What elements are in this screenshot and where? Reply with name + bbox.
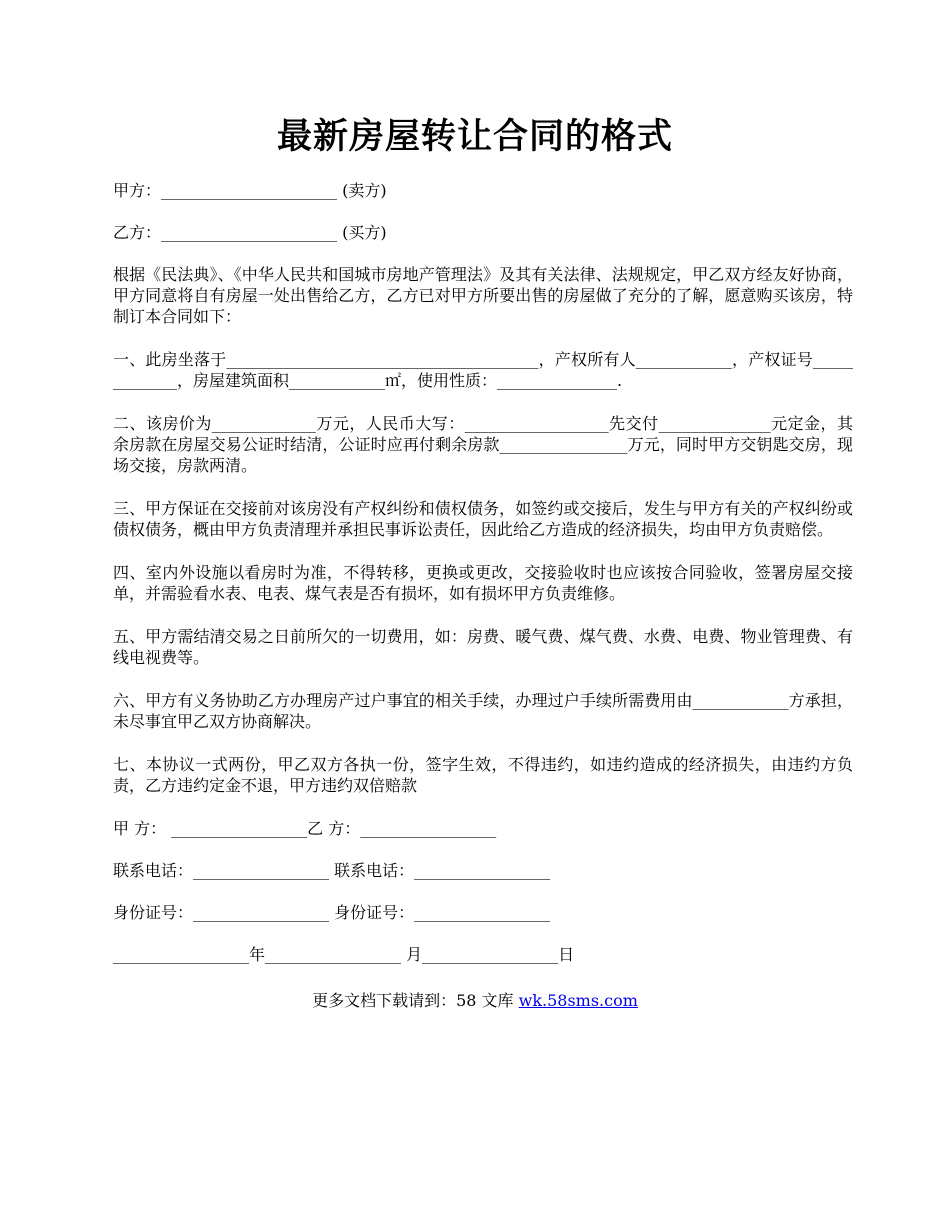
clause-4: 四、室内外设施以看房时为准，不得转移，更换或更改，交接验收时也应该按合同验收，签署房屋交接单，并需验看水表、电表、煤气表是否有损坏，如有损坏甲方负责维修。 bbox=[113, 563, 853, 603]
party-a-line: 甲方：______________________ (卖方) bbox=[113, 181, 387, 200]
clause-6: 六、甲方有义务协助乙方办理房产过户事宜的相关手续，办理过户手续所需费用由____________方承担，未尽事宜甲乙双方协商解决。 bbox=[113, 691, 853, 731]
clause-7: 七、本协议一式两份，甲乙双方各执一份，签字生效，不得违约，如违约造成的经济损失，由违约方负责，乙方违约定金不退，甲方违约双倍赔款 bbox=[113, 755, 853, 795]
signature-id-line: 身份证号：_________________ 身份证号：_________________ bbox=[113, 903, 551, 922]
signature-phone-line: 联系电话：_________________ 联系电话：_________________ bbox=[113, 861, 551, 880]
clause-2: 二、该房价为_____________万元，人民币大写：__________________先交付______________元定金，其余房款在房屋交易公证时结清，公证时应再付剩余房款________________万元，同时甲方交钥匙交房，现场交接，房款两清。 bbox=[113, 414, 853, 475]
download-footer bbox=[0, 990, 950, 1012]
contract-body bbox=[113, 180, 853, 986]
clause-1: 一、此房坐落于_______________________________________，产权所有人____________，产权证号_____________，房屋建筑面积____________㎡，使用性质：_______________. bbox=[113, 350, 853, 390]
footer-text: 更多文档下载请到：58 文库 bbox=[312, 991, 519, 1010]
signature-party-line: 甲 方： _________________乙 方：_________________ bbox=[113, 819, 497, 838]
clause-5: 五、甲方需结清交易之日前所欠的一切费用，如：房费、暖气费、煤气费、水费、电费、物业管理费、有线电视费等。 bbox=[113, 627, 853, 667]
signature-date-line: _________________年_________________ 月_________________日 bbox=[113, 945, 575, 964]
footer-link[interactable]: wk.58sms.com bbox=[518, 991, 638, 1010]
party-b-line: 乙方：______________________ (买方) bbox=[113, 223, 387, 242]
intro-paragraph: 根据《民法典》、《中华人民共和国城市房地产管理法》及其有关法律、法规规定，甲乙双方经友好协商，甲方同意将自有房屋一处出售给乙方，乙方已对甲方所要出售的房屋做了充分的了解，愿意购买该房，特制订本合同如下： bbox=[113, 265, 853, 326]
clause-3: 三、甲方保证在交接前对该房没有产权纠纷和债权债务，如签约或交接后，发生与甲方有关的产权纠纷或债权债务，概由甲方负责清理并承担民事诉讼责任，因此给乙方造成的经济损失，均由甲方负责赔偿。 bbox=[113, 499, 853, 539]
document-title: 最新房屋转让合同的格式 bbox=[276, 116, 673, 157]
